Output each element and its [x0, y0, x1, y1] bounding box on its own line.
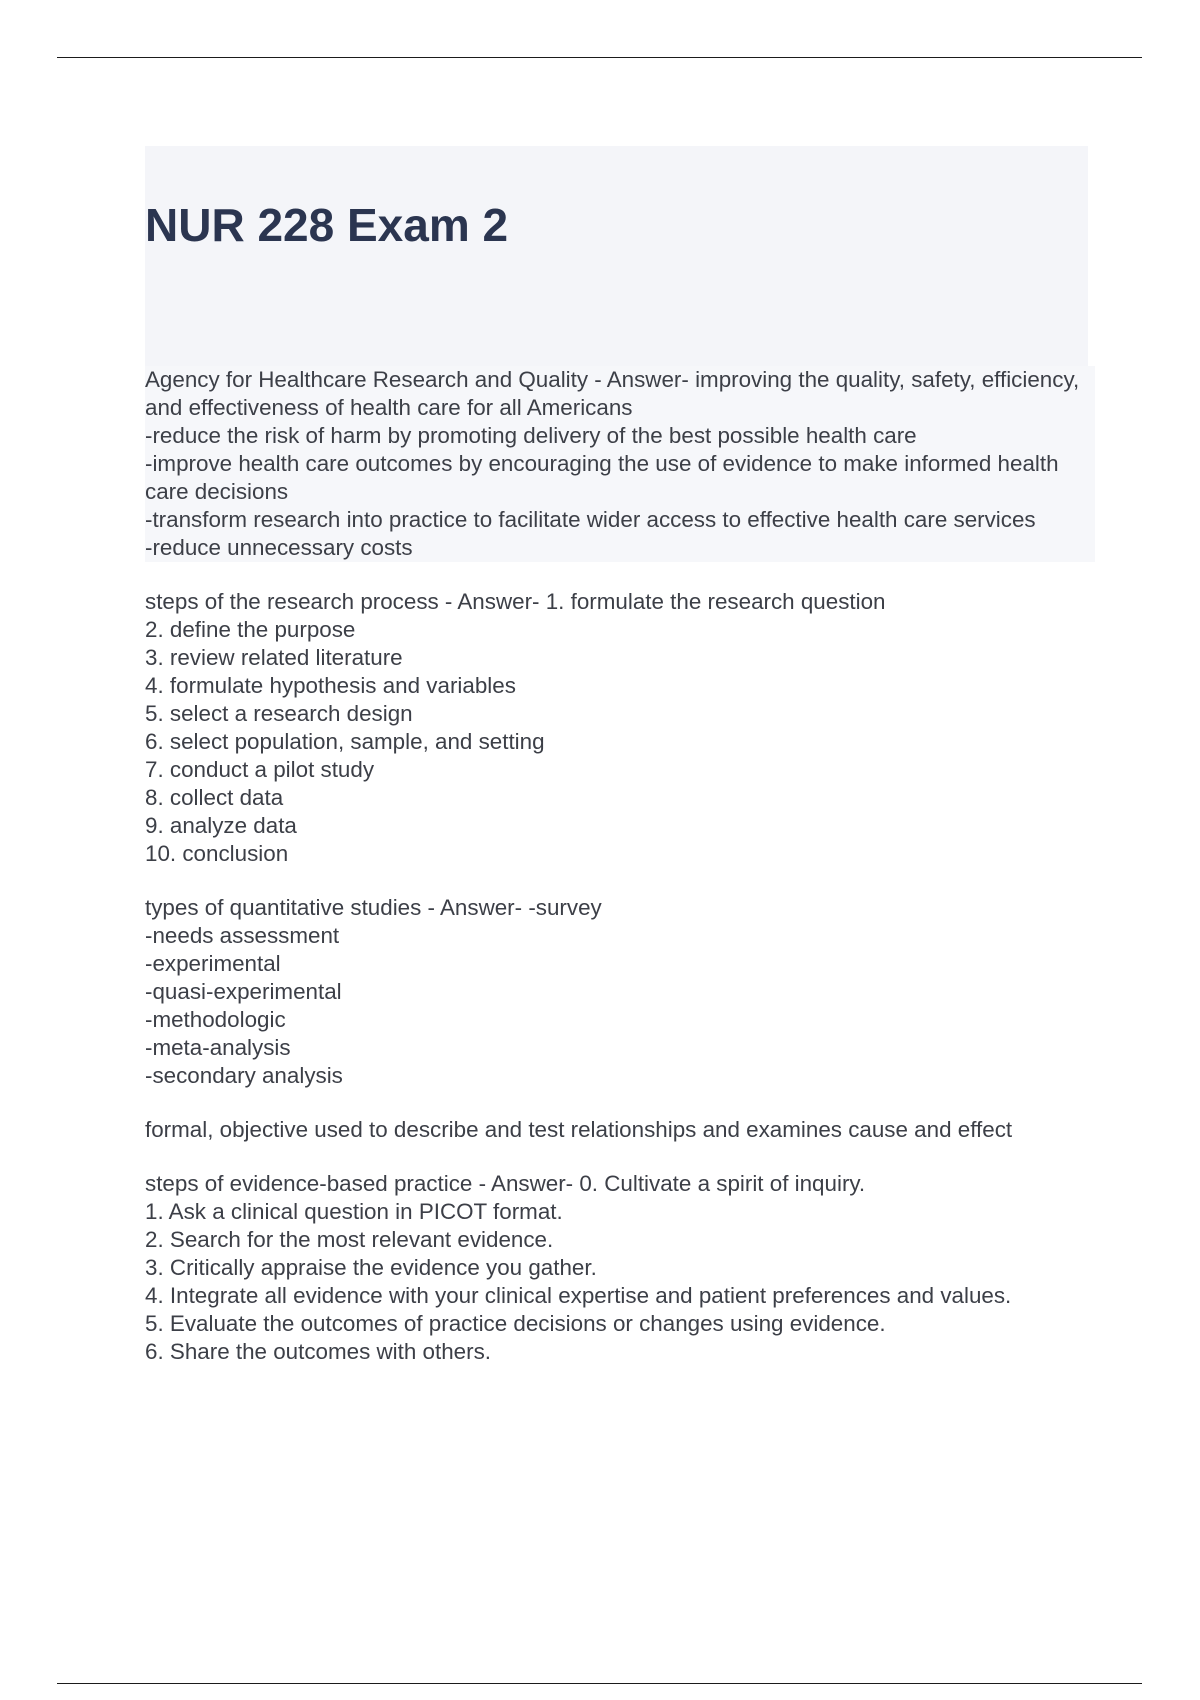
entry-line: -improve health care outcomes by encouraging the use of evidence to make informed health care decisions — [145, 451, 1059, 504]
entry-line: -experimental — [145, 951, 281, 976]
entry-line: -secondary analysis — [145, 1063, 343, 1088]
entry-ahrq — [145, 366, 1095, 562]
entry-line: 4. formulate hypothesis and variables — [145, 673, 516, 698]
entry-line: 3. review related literature — [145, 645, 403, 670]
entry-formal-objective — [145, 1116, 1095, 1144]
entry-line: 10. conclusion — [145, 841, 289, 866]
entry-line: 5. Evaluate the outcomes of practice decisions or changes using evidence. — [145, 1311, 886, 1336]
entry-line: Agency for Healthcare Research and Quality - Answer- improving the quality, safety, efficiency, and effectiveness of health care for all Americans — [145, 367, 1080, 420]
entry-research-process — [145, 588, 1095, 868]
entry-text — [145, 588, 1095, 868]
bottom-rule — [57, 1683, 1142, 1684]
entry-line: -needs assessment — [145, 923, 340, 948]
entry-text — [145, 1116, 1095, 1144]
entry-line: 4. Integrate all evidence with your clinical expertise and patient preferences and values. — [145, 1283, 1012, 1308]
entry-line: 5. select a research design — [145, 701, 413, 726]
entry-line: 1. Ask a clinical question in PICOT format. — [145, 1199, 563, 1224]
entry-text — [145, 366, 1095, 562]
entry-line: -meta-analysis — [145, 1035, 291, 1060]
entry-line: 6. Share the outcomes with others. — [145, 1339, 491, 1364]
document-body — [145, 366, 1095, 1392]
entry-text — [145, 894, 1095, 1090]
entry-line: 9. analyze data — [145, 813, 297, 838]
title-band — [145, 146, 1088, 368]
entry-text — [145, 1170, 1095, 1366]
entry-line: 2. define the purpose — [145, 617, 356, 642]
entry-line: -quasi-experimental — [145, 979, 342, 1004]
entry-line: -reduce unnecessary costs — [145, 535, 413, 560]
entry-line: steps of evidence-based practice - Answer- 0. Cultivate a spirit of inquiry. — [145, 1171, 866, 1196]
entry-line: formal, objective used to describe and test relationships and examines cause and effect — [145, 1117, 1013, 1142]
entry-line: 6. select population, sample, and setting — [145, 729, 545, 754]
entry-line: steps of the research process - Answer- 1. formulate the research question — [145, 589, 886, 614]
entry-line: -reduce the risk of harm by promoting delivery of the best possible health care — [145, 423, 917, 448]
top-rule — [57, 57, 1142, 58]
entry-line: 7. conduct a pilot study — [145, 757, 375, 782]
entry-line: 3. Critically appraise the evidence you gather. — [145, 1255, 597, 1280]
entry-quantitative-studies — [145, 894, 1095, 1090]
entry-line: types of quantitative studies - Answer- -survey — [145, 895, 602, 920]
entry-line: 8. collect data — [145, 785, 284, 810]
entry-evidence-based-practice — [145, 1170, 1095, 1366]
document-title: NUR 228 Exam 2 — [145, 199, 509, 251]
entry-line: 2. Search for the most relevant evidence. — [145, 1227, 554, 1252]
entry-line: -transform research into practice to facilitate wider access to effective health care services — [145, 507, 1036, 532]
entry-line: -methodologic — [145, 1007, 286, 1032]
